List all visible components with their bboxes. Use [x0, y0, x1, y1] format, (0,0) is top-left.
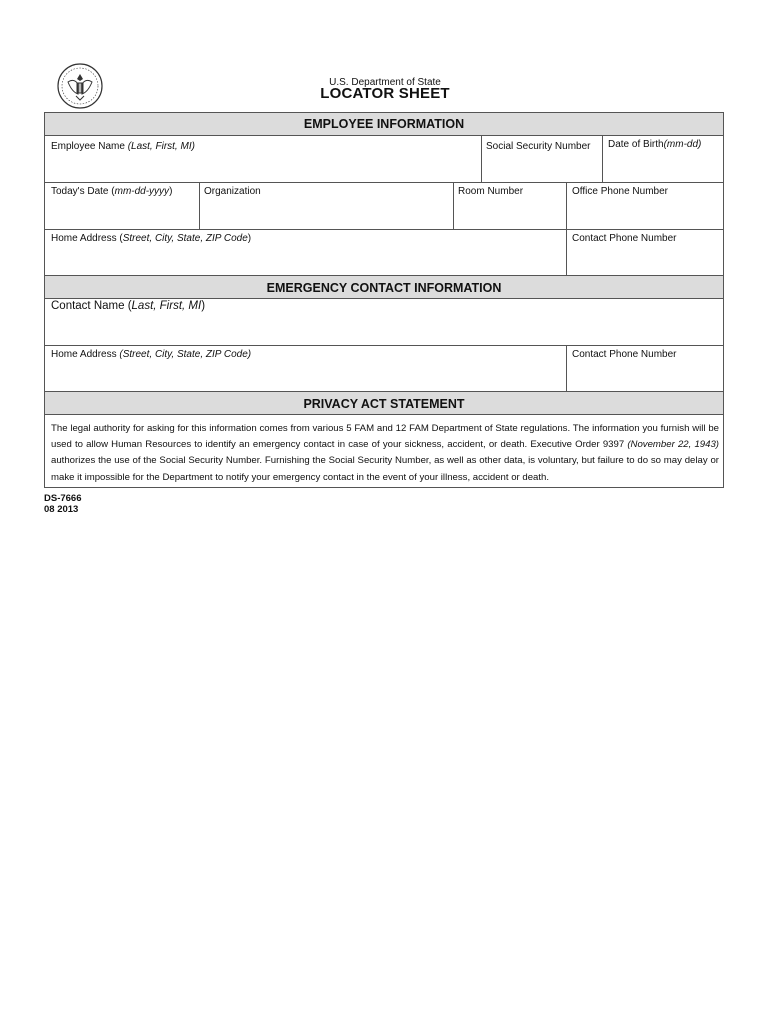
contact-phone-field[interactable] — [566, 345, 723, 391]
employee-name-hint: (Last, First, MI) — [127, 141, 195, 152]
todays-date-field[interactable]: Today's Date (mm-dd-yyyy) — [51, 186, 173, 197]
emergency-contact-phone-label: Contact Phone Number — [572, 349, 677, 360]
contact-address-hint: (Street, City, State, ZIP Code) — [119, 349, 252, 360]
organization-label: Organization — [204, 186, 261, 197]
employee-contact-phone-field[interactable] — [566, 229, 723, 275]
form-revision: 08 2013 — [44, 504, 79, 515]
home-address-label: Home Address ( — [51, 233, 123, 244]
room-number-field[interactable] — [453, 182, 566, 229]
form-number — [44, 493, 82, 515]
agency-name: U.S. Department of State — [329, 77, 441, 88]
ssn-label: Social Security Number — [486, 141, 591, 152]
todays-date-label: Today's Date ( — [51, 186, 115, 197]
contact-name-label: Contact Name ( — [51, 300, 132, 312]
contact-name-hint: Last, First, MI — [131, 300, 202, 312]
dob-label: Date of Birth — [608, 139, 664, 150]
todays-date-hint: mm-dd-yyyy — [114, 186, 170, 197]
room-number-label: Room Number — [458, 186, 524, 197]
privacy-act-text: The legal authority for asking for this information comes from various 5 FAM and 12 FAM Department of State regulations. The information you furnish will be used to allow Human Resources to identify an emergency contact in case of your sickness, accident, or death. Executive Order 9397 (November 22, 1943) authorizes the use of the Social Security Number. Furnishing the Social Security Number, as well as other data, is voluntary, but failure to do so may delay or make it impossible for the Department to notify your emergency contact in the event of your illness, accident or death. — [51, 423, 720, 483]
dob-hint: (mm-dd) — [663, 139, 702, 150]
emergency-section-header: EMERGENCY CONTACT INFORMATION — [45, 275, 723, 299]
contact-name-field[interactable]: Contact Name (Last, First, MI) — [51, 300, 206, 312]
organization-field[interactable] — [199, 182, 453, 229]
privacy-section-header: PRIVACY ACT STATEMENT — [45, 391, 723, 415]
contact-home-address-field[interactable] — [45, 345, 566, 391]
ssn-field[interactable] — [481, 136, 602, 182]
date-of-birth-field[interactable] — [602, 136, 723, 182]
employee-name-label: Employee Name — [51, 141, 128, 152]
office-phone-label: Office Phone Number — [572, 186, 668, 197]
form-id: DS-7666 — [44, 493, 82, 504]
page-title: LOCATOR SHEET — [320, 85, 450, 102]
office-phone-field[interactable] — [566, 182, 723, 229]
employee-section-header: EMPLOYEE INFORMATION — [45, 113, 723, 136]
contact-phone-label: Contact Phone Number — [572, 233, 677, 244]
locator-form — [44, 112, 724, 488]
contact-address-label: Home Address — [51, 349, 120, 360]
employee-home-address-field[interactable]: Home Address (Street, City, State, ZIP Code) — [51, 233, 252, 244]
employee-name-field[interactable] — [45, 136, 481, 182]
home-address-hint: Street, City, State, ZIP Code — [122, 233, 248, 244]
